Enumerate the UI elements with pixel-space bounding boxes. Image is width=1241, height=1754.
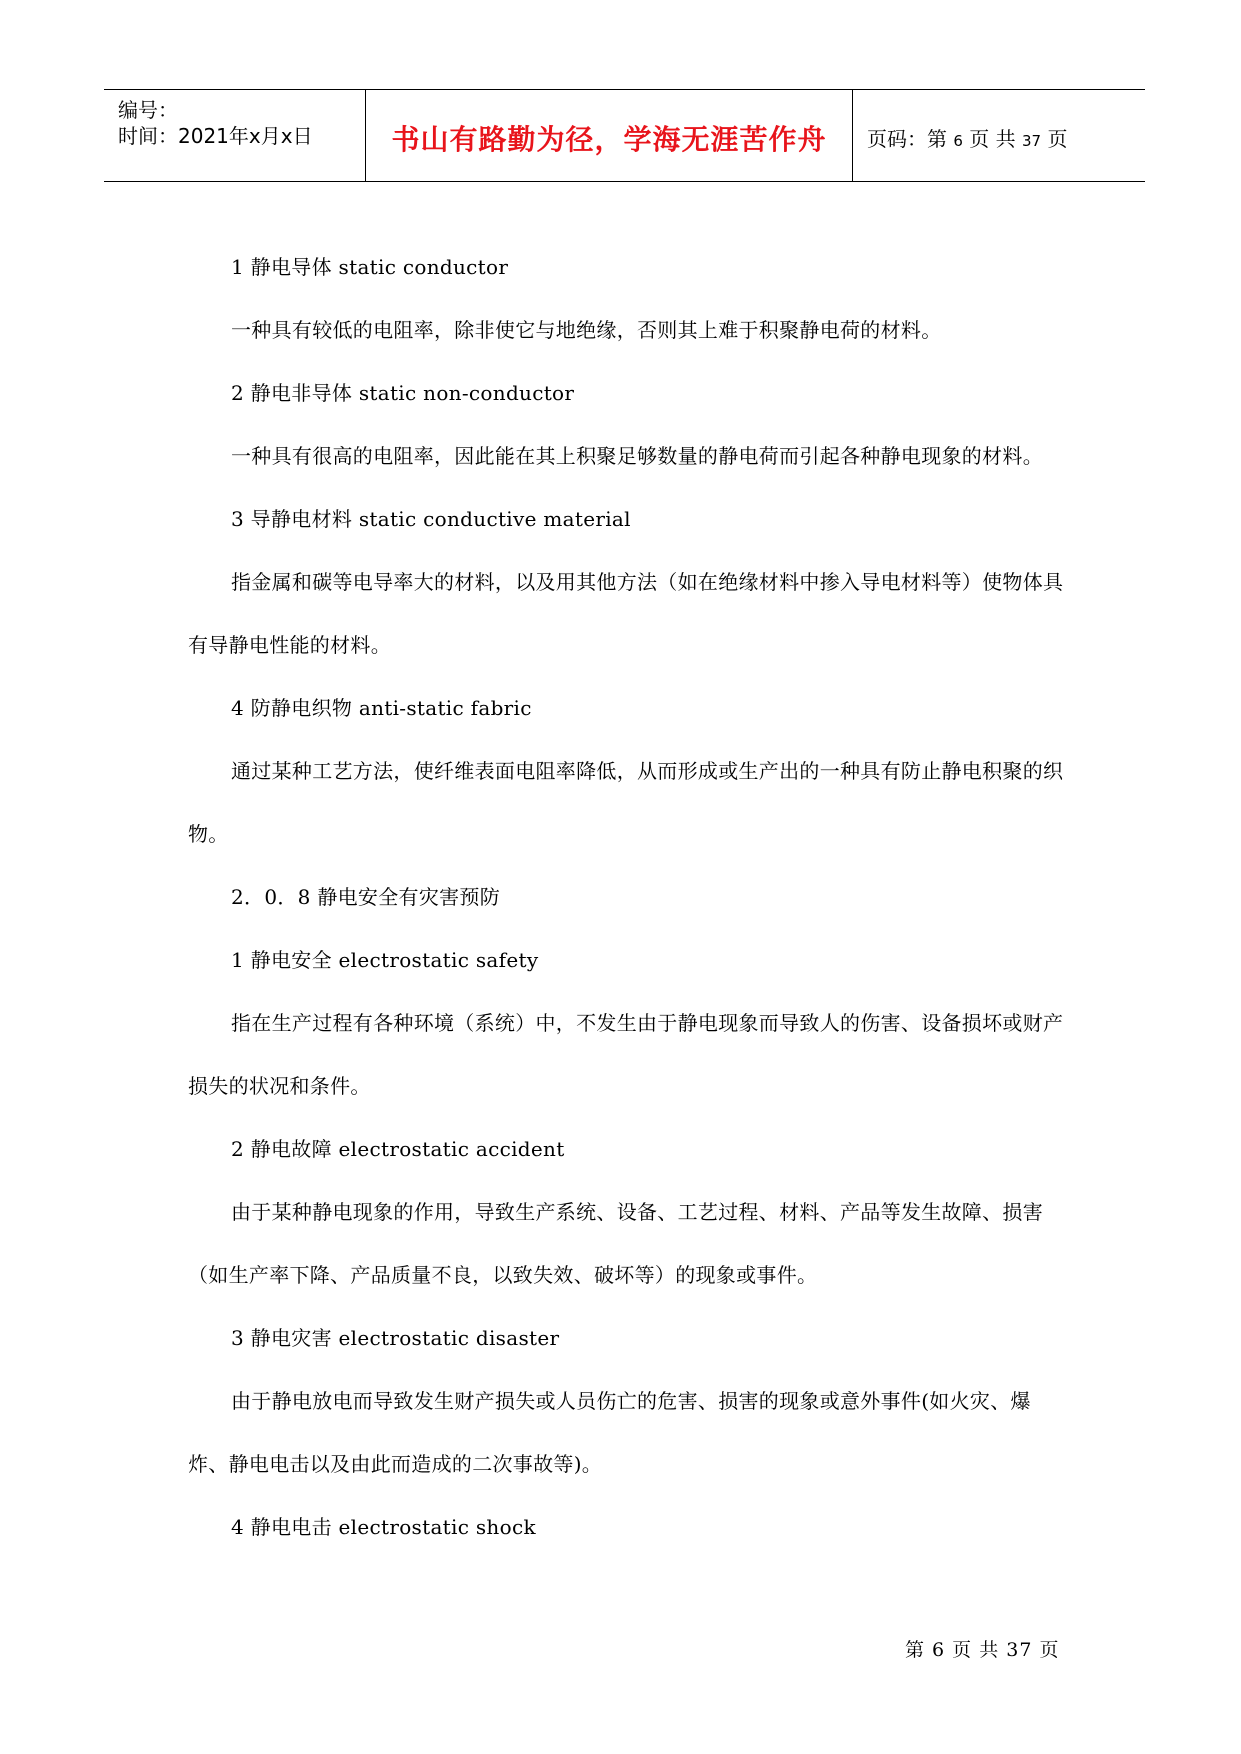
term-definition: 一种具有很高的电阻率，因此能在其上积聚足够数量的静电荷而引起各种静电现象的材料。	[231, 444, 1043, 468]
term-definition: 指在生产过程有各种环境（系统）中，不发生由于静电现象而导致人的伤害、设备损坏或财产损失的状况和条件。	[188, 1011, 1064, 1098]
time-value: 2021年x月x日	[178, 124, 313, 148]
header-motto-cell	[366, 90, 853, 181]
term-heading: 1 静电导体 static conductor	[231, 255, 509, 279]
term-heading: 3 静电灾害 electrostatic disaster	[231, 1326, 560, 1350]
page-footer: 第 6 页 共 37 页	[905, 1639, 1060, 1661]
page-prefix: 页码：第	[867, 127, 947, 151]
section-heading: 2．0．8 静电安全有灾害预防	[231, 885, 501, 909]
term-definition: 指金属和碳等电导率大的材料，以及用其他方法（如在绝缘材料中掺入导电材料等）使物体具有导静电性能的材料。	[188, 570, 1064, 657]
page-total: 37	[1021, 132, 1042, 150]
header-info-cell	[104, 90, 366, 181]
time-line	[118, 120, 313, 149]
header-page-cell	[853, 90, 1145, 181]
term-definition: 通过某种工艺方法，使纤维表面电阻率降低，从而形成或生产出的一种具有防止静电积聚的织物。	[188, 759, 1064, 846]
term-heading: 4 防静电织物 anti-static fabric	[231, 696, 532, 720]
page-mid: 页 共	[969, 127, 1016, 151]
time-label: 时间：	[118, 124, 178, 148]
motto: 书山有路勤为径，学海无涯苦作舟	[391, 123, 827, 156]
page-header	[104, 89, 1145, 182]
number-label: 编号：	[118, 98, 178, 122]
page-indicator	[867, 123, 1067, 152]
term-definition: 由于静电放电而导致发生财产损失或人员伤亡的危害、损害的现象或意外事件(如火灾、爆炸、静电电击以及由此而造成的二次事故等)。	[188, 1389, 1031, 1476]
page-current: 6	[953, 132, 963, 150]
term-definition: 由于某种静电现象的作用，导致生产系统、设备、工艺过程、材料、产品等发生故障、损害（如生产率下降、产品质量不良，以致失效、破坏等）的现象或事件。	[188, 1200, 1043, 1287]
term-heading: 2 静电故障 electrostatic accident	[231, 1137, 565, 1161]
term-heading: 2 静电非导体 static non-conductor	[231, 381, 575, 405]
document-body	[188, 236, 1068, 1559]
page-suffix: 页	[1047, 127, 1068, 151]
term-heading: 4 静电电击 electrostatic shock	[231, 1515, 536, 1539]
term-definition: 一种具有较低的电阻率，除非使它与地绝缘，否则其上难于积聚静电荷的材料。	[231, 318, 942, 342]
term-heading: 3 导静电材料 static conductive material	[231, 507, 631, 531]
term-heading: 1 静电安全 electrostatic safety	[231, 948, 539, 972]
